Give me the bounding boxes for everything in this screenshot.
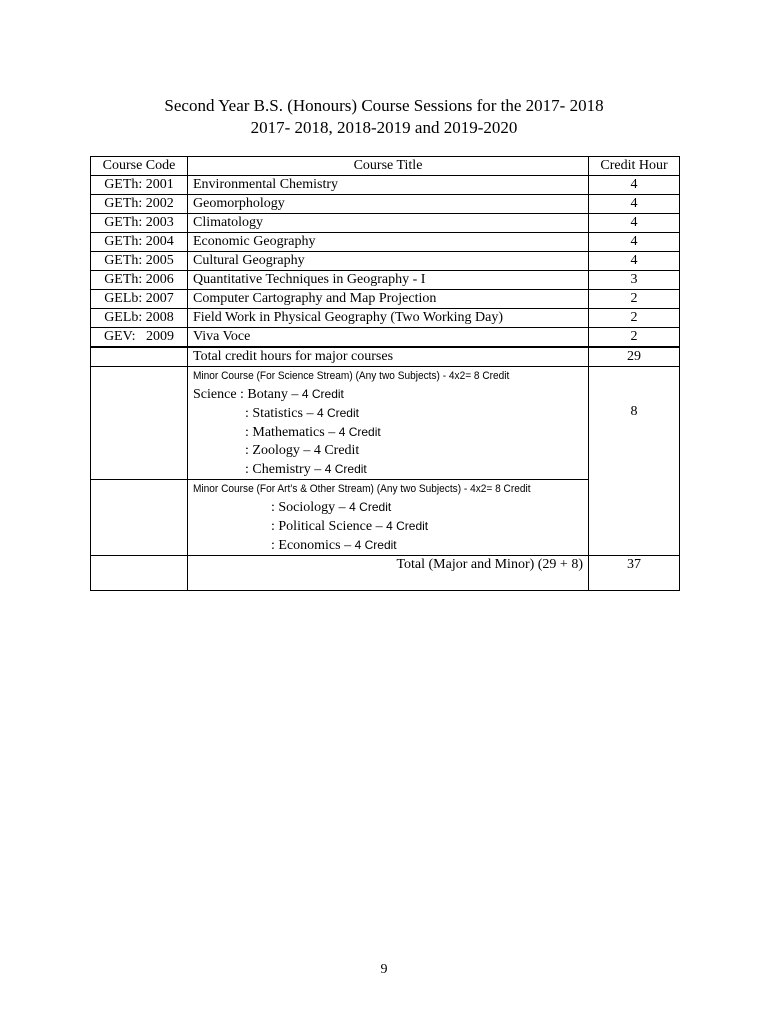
table-row — [91, 214, 680, 233]
minor-subject: : Economics – 4 Credit — [271, 538, 397, 553]
minor-subject: : Statistics – 4 Credit — [245, 406, 359, 421]
table-row — [91, 271, 680, 290]
table-row — [91, 290, 680, 309]
table-row — [91, 233, 680, 252]
minor-subject: Science : Botany – 4 Credit — [193, 387, 344, 402]
empty-cell — [91, 347, 188, 367]
minor-arts-heading: Minor Course (For Art’s & Other Stream) (Any two Subjects) - 4x2= 8 Credit — [193, 483, 531, 495]
major-total-credit: 29 — [589, 347, 680, 367]
credit-hour: 4 — [589, 195, 680, 214]
grand-total-label: Total (Major and Minor) (29 + 8) — [188, 556, 589, 591]
table-row — [91, 252, 680, 271]
minor-science-heading: Minor Course (For Science Stream) (Any two Subjects) - 4x2= 8 Credit — [193, 370, 510, 382]
course-title: Geomorphology — [188, 195, 589, 214]
course-code: GETh: 2006 — [91, 271, 188, 290]
minor-science-cell — [188, 367, 589, 480]
credit-hour: 4 — [589, 252, 680, 271]
course-code: GEV: 2009 — [91, 328, 188, 348]
credit-hour: 4 — [589, 233, 680, 252]
grand-total-credit: 37 — [589, 556, 680, 591]
credit-hour: 2 — [589, 328, 680, 348]
table-row — [91, 176, 680, 195]
empty-cell — [91, 367, 188, 480]
empty-cell — [91, 480, 188, 556]
table-row — [91, 309, 680, 328]
credit-hour: 3 — [589, 271, 680, 290]
major-total-label: Total credit hours for major courses — [188, 347, 589, 367]
table-row — [91, 195, 680, 214]
minor-subject: : Sociology – 4 Credit — [271, 500, 392, 515]
header-row — [91, 157, 680, 176]
header-course-title: Course Title — [188, 157, 589, 176]
minor-science-row — [91, 367, 680, 480]
course-code: GETh: 2004 — [91, 233, 188, 252]
credit-hour: 2 — [589, 309, 680, 328]
table-row — [91, 328, 680, 348]
empty-cell — [91, 556, 188, 591]
major-total-row — [91, 347, 680, 367]
page-title — [0, 95, 768, 139]
credit-hour: 4 — [589, 214, 680, 233]
credit-hour: 2 — [589, 290, 680, 309]
minor-subject: : Zoology – 4 Credit — [245, 443, 360, 458]
course-code: GETh: 2002 — [91, 195, 188, 214]
course-code: GETh: 2005 — [91, 252, 188, 271]
credit-hour: 4 — [589, 176, 680, 195]
title-line-2: 2017- 2018, 2018-2019 and 2019-2020 — [250, 118, 518, 137]
minor-subject: : Chemistry – 4 Credit — [245, 462, 367, 477]
course-title: Field Work in Physical Geography (Two Working Day) — [188, 309, 589, 328]
course-title: Cultural Geography — [188, 252, 589, 271]
course-title: Quantitative Techniques in Geography - I — [188, 271, 589, 290]
course-title: Economic Geography — [188, 233, 589, 252]
course-title: Environmental Chemistry — [188, 176, 589, 195]
grand-total-row — [91, 556, 680, 591]
minor-arts-cell — [188, 480, 589, 556]
minor-subject: : Political Science – 4 Credit — [271, 519, 429, 534]
course-title: Climatology — [188, 214, 589, 233]
header-course-code: Course Code — [91, 157, 188, 176]
course-code: GELb: 2007 — [91, 290, 188, 309]
header-credit-hour: Credit Hour — [589, 157, 680, 176]
course-table — [90, 156, 680, 591]
course-code: GETh: 2003 — [91, 214, 188, 233]
title-line-1: Second Year B.S. (Honours) Course Sessions for the 2017- 2018 — [164, 96, 604, 115]
course-title: Computer Cartography and Map Projection — [188, 290, 589, 309]
page-number: 9 — [380, 962, 388, 977]
course-title: Viva Voce — [188, 328, 589, 348]
course-code: GELb: 2008 — [91, 309, 188, 328]
minor-credit: 8 — [589, 367, 680, 556]
course-code: GETh: 2001 — [91, 176, 188, 195]
minor-subject: : Mathematics – 4 Credit — [245, 425, 381, 440]
